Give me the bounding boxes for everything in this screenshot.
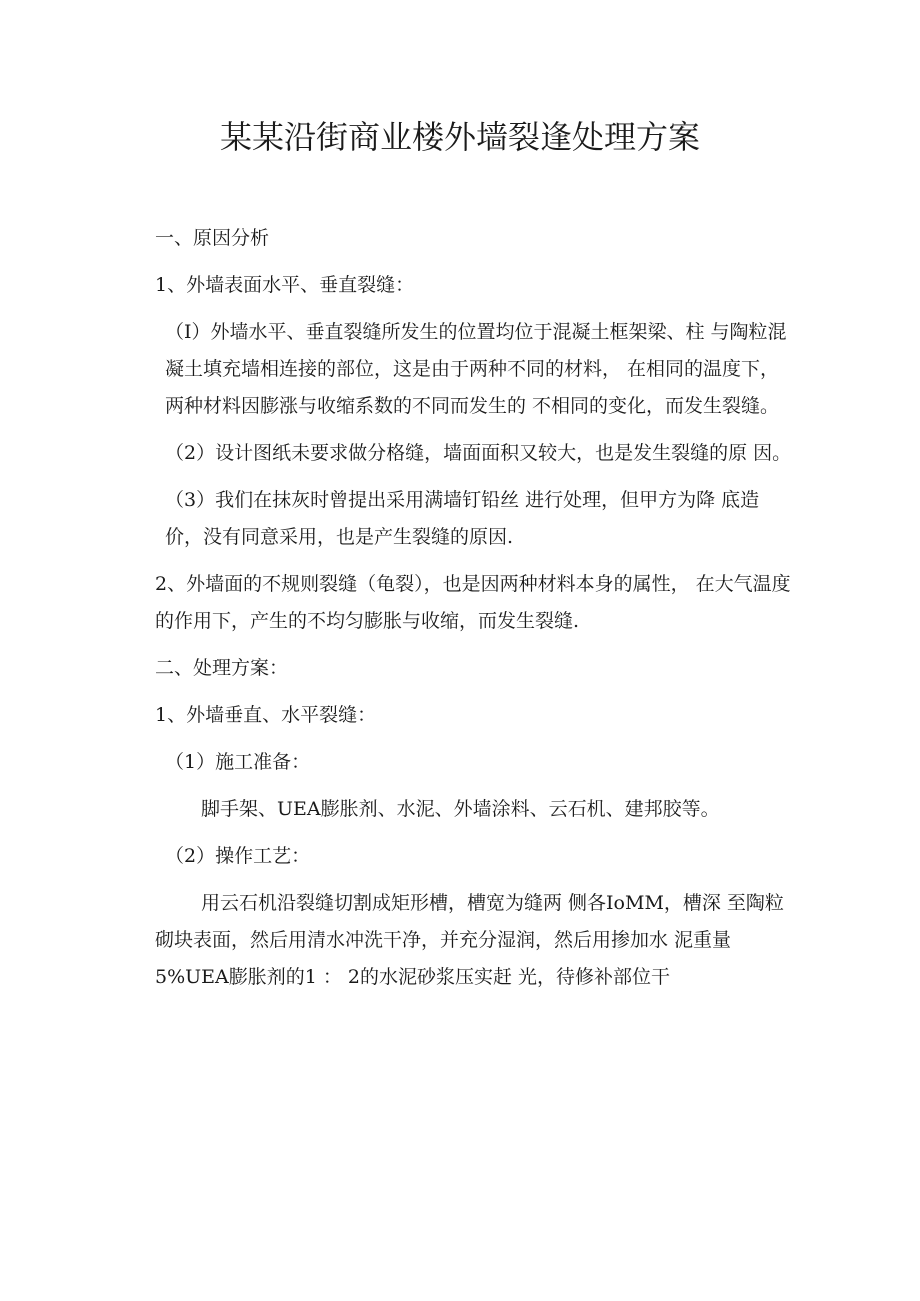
subheading-surface-cracks: 1、外墙表面水平、垂直裂缝： xyxy=(155,274,415,296)
paragraph-cause-2: （2）设计图纸未要求做分格缝，墙面面积又较大，也是发生裂缝的原 因。 xyxy=(165,442,792,464)
section-heading-treatment-plan: 二、处理方案： xyxy=(155,657,289,679)
paragraph-materials: 脚手架、UEA膨胀剂、水泥、外墙涂料、云石机、建邦胶等。 xyxy=(201,798,720,820)
paragraph-cause-3: （3）我们在抹灰时曾提出采用满墙钉铅丝 进行处理，但甲方为降 底造价，没有同意采用，也是产生裂缝的原因. xyxy=(165,489,760,548)
paragraph-cause-1: （I）外墙水平、垂直裂缝所发生的位置均位于混凝土框架梁、柱 与陶粒混凝土填充墙相连接的部位，这是由于两种不同的材料， 在相同的温度下，两种材料因膨涨与收缩系数的不同而发生的 不相同的变化，而发生裂缝。 xyxy=(165,321,787,417)
paragraph-process-detail: 用云石机沿裂缝切割成矩形槽，槽宽为缝两 侧各IoMM，槽深 至陶粒砌块表面，然后用清水冲洗干净，并充分湿润，然后用掺加水 泥重量5%UEA膨胀剂的1 ： 2的水泥砂浆压实赶 光，待修补部位干 xyxy=(155,892,784,988)
subheading-vertical-horizontal-cracks: 1、外墙垂直、水平裂缝： xyxy=(155,704,377,726)
document-body xyxy=(155,220,795,1006)
subheading-preparation: （1）施工准备： xyxy=(165,751,311,773)
subheading-process: （2）操作工艺： xyxy=(165,845,311,867)
document-title: 某某沿街商业楼外墙裂逢处理方案 xyxy=(219,118,700,156)
section-heading-cause-analysis: 一、原因分析 xyxy=(155,227,270,249)
paragraph-irregular-cracks: 2、外墙面的不规则裂缝（龟裂），也是因两种材料本身的属性， 在大气温度的作用下，产生的不均匀膨胀与收缩，而发生裂缝. xyxy=(155,573,791,632)
